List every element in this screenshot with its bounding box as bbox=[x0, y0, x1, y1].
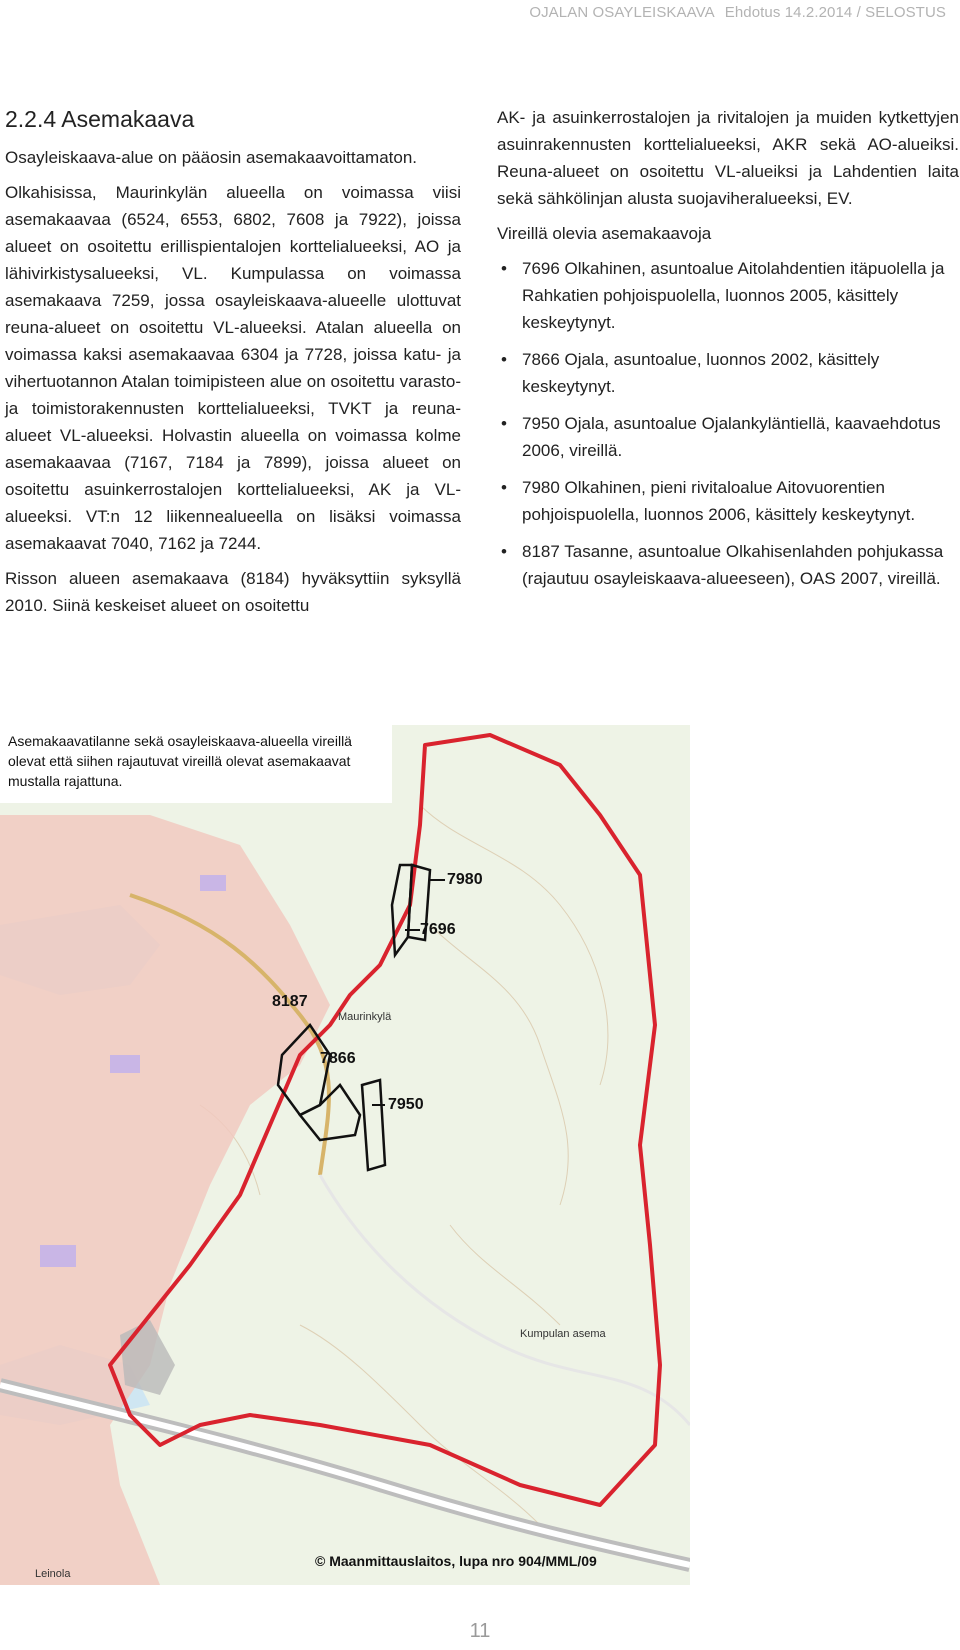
paragraph: AK- ja asuinkerrostalojen ja rivitalojen ja muiden kytkettyjen asuinrakennusten korttelialueeksi, AKR sekä AO-alueiksi. Reuna-alueet on osoitettu VL-alueiksi ja Lahdentien laita sekä sähkölinjan alusta suojaviheralueeksi, EV. bbox=[497, 108, 959, 208]
place-name: Leinola bbox=[35, 1568, 71, 1580]
plan-label-7866: 7866 bbox=[320, 1050, 356, 1067]
place-name: Kumpulan asema bbox=[520, 1328, 606, 1340]
subheading: Vireillä olevia asemakaavoja bbox=[497, 224, 712, 243]
plan-label-8187: 8187 bbox=[272, 993, 308, 1010]
paragraph: Osayleiskaava-alue on pääosin asemakaavoittamaton. bbox=[5, 148, 418, 167]
list-item: • 7980 Olkahinen, pieni rivitaloalue Aitovuorentien pohjoispuolella, luonnos 2006, käsittely keskeytynyt. bbox=[497, 474, 959, 528]
list-item: • 7866 Ojala, asuntoalue, luonnos 2002, käsittely keskeytynyt. bbox=[497, 346, 959, 400]
zoning-map bbox=[0, 725, 690, 1585]
special-area bbox=[110, 1055, 140, 1073]
special-area bbox=[40, 1245, 76, 1267]
page-header bbox=[529, 4, 946, 21]
right-column bbox=[497, 104, 959, 602]
paragraph: Olkahisissa, Maurinkylän alueella on voimassa viisi asemakaavaa (6524, 6553, 6802, 7608 ja 7922), joissa alueet on osoitettu erillispientalojen korttelialueeksi, AO ja lähivirkistysalueeksi, VL. Kumpulassa on voimassa asemakaava 7259, jossa osayleiskaava-alueelle ulottuvat reuna-alueet on osoitettu VL-alueeksi. Atalan alueella on voimassa kaksi asemakaavaa 6304 ja 7728, joissa katu- ja vihertuotannon Atalan toimipisteen alue on osoitettu varasto- ja toimistorakennusten korttelialueeksi, TVKT ja reuna-alueet VL-alueeksi. Holvastin alueella on voimassa kolme asemakaavaa (7167, 7184 ja 7899), joissa alueet on osoitettu asuinkerrostalojen korttelialueeksi, AK ja VL-alueeksi. VT:n 12 liikennealueella on lisäksi voimassa asemakaavat 7040, 7162 ja 7244. bbox=[5, 183, 461, 553]
map-caption: Asemakaavatilanne sekä osayleiskaava-alueella vireillä olevat että siihen rajautuvat vireillä olevat asemakaavat mustalla rajattuna. bbox=[0, 725, 392, 803]
list-item: • 8187 Tasanne, asuntoalue Olkahisenlahden pohjukassa (rajautuu osayleiskaava-alueeseen), OAS 2007, vireillä. bbox=[497, 538, 959, 592]
plan-label-7980: 7980 bbox=[447, 871, 483, 888]
plan-label-7696: 7696 bbox=[420, 921, 456, 938]
plan-label-7950: 7950 bbox=[388, 1096, 424, 1113]
paragraph: Risson alueen asemakaava (8184) hyväksyttiin syksyllä 2010. Siinä keskeiset alueet on osoitettu bbox=[5, 569, 461, 615]
list-item: • 7950 Ojala, asuntoalue Ojalankyläntiellä, kaavaehdotus 2006, vireillä. bbox=[497, 410, 959, 464]
map-copyright: © Maanmittauslaitos, lupa nro 904/MML/09 bbox=[315, 1553, 597, 1569]
place-name: Maurinkylä bbox=[338, 1011, 392, 1023]
section-heading: 2.2.4 Asemakaava bbox=[5, 106, 195, 132]
special-area bbox=[200, 875, 226, 891]
document-title: OJALAN OSAYLEISKAAVA bbox=[529, 4, 715, 21]
document-version: Ehdotus 14.2.2014 / SELOSTUS bbox=[724, 4, 946, 21]
left-column bbox=[5, 100, 461, 627]
page-number: 11 bbox=[469, 1620, 491, 1642]
list-item: • 7696 Olkahinen, asuntoalue Aitolahdentien itäpuolella ja Rahkatien pohjoispuolella, luonnos 2005, käsittely keskeytynyt. bbox=[497, 255, 959, 336]
pending-plans-list bbox=[497, 255, 959, 592]
